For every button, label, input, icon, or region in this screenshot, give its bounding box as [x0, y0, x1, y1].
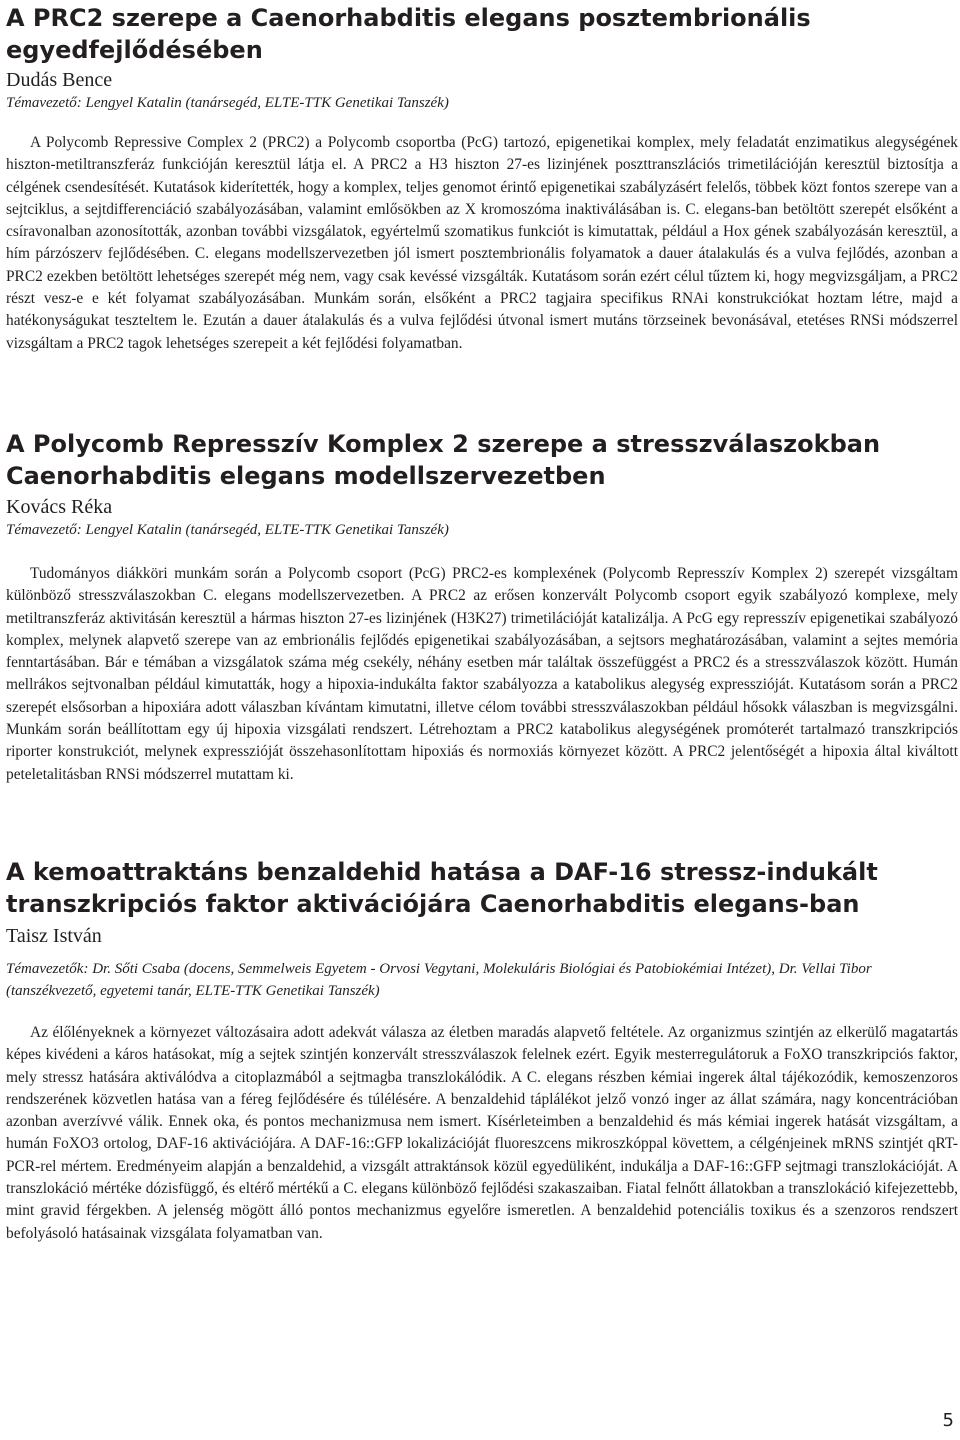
article-2 [6, 428, 958, 786]
page-number: 5 [942, 1410, 954, 1431]
article-supervisor: Témavezető: Lengyel Katalin (tanársegéd, ELTE-TTK Genetikai Tanszék) [6, 522, 449, 538]
article-title: A kemoattraktáns benzaldehid hatása a DAF-16 stressz-indukált transzkripciós faktor aktivációjára Caenorhabditis elegans-ban [6, 858, 878, 918]
article-author: Kovács Réka [6, 496, 113, 518]
article-abstract: Az élőlényeknek a környezet változásaira adott adekvát válasza az életben maradás alapvető feltétele. Az organizmus szintjén az elkerülő magatartás képes kivédeni a káros hatásokat, míg a sejtek szintjén konzervált stresszválaszok felelnek ezért. Egyik mesterregulátoruk a FoXO transzkripciós faktor, mely stressz hatására aktiválódva a citoplazmából a sejtmagba transzlokálódik. A C. elegans részben kémiai ingerek által tájékozódik, kemoszenzoros rendszerének közvetlen hatása van a féreg fejlődésére és túlélésére. A benzaldehid táplálékot jelző vonzó inger az állat számára, nagy koncentrációban azonban averzívvé válik. Ennek oka, és pontos mechanizmusa nem ismert. Kísérleteimben a benzaldehid és más kémiai ingerek hatását vizsgáltam, a humán FoXO3 ortolog, DAF-16 aktivációjára. A DAF-16::GFP lokalizációját fluoreszcens mikroszkóppal követtem, a célgénjeinek mRNS szintjét qRT-PCR-rel mértem. Eredményeim alapján a benzaldehid, a vizsgált attraktánsok közül egyedüliként, indukálja a DAF-16::GFP sejtmagi transzlokációját. A transzlokáció mértéke dózisfüggő, és eltérő mértékű a C. elegans különböző fejlődési szakaszaiban. Fiatal felnőtt állatokban a transzlokáció kifejezettebb, mint gravid férgekben. A jelenség mögött álló pontos mechanizmus egyelőre ismeretlen. A benzaldehid potenciális toxikus és a szenzoros rendszert befolyásoló hatásainak vizsgálata folyamatban van. [6, 1024, 958, 1242]
article-title: A Polycomb Represszív Komplex 2 szerepe a stresszválaszokban Caenorhabditis elegans modellszervezetben [6, 430, 881, 490]
article-supervisor: Témavezetők: Dr. Sőti Csaba (docens, Semmelweis Egyetem - Orvosi Vegytani, Molekuláris Biológiai és Patobiokémiai Intézet), Dr. Vellai Tibor (tanszékvezető, egyetemi tanár, ELTE-TTK Genetikai Tanszék) [6, 961, 872, 999]
article-author: Dudás Bence [6, 69, 113, 91]
article-3 [6, 856, 958, 1245]
article-author: Taisz István [6, 925, 102, 947]
article-title: A PRC2 szerepe a Caenorhabditis elegans posztembrionális egyedfejlődésében [6, 4, 811, 64]
article-abstract: A Polycomb Repressive Complex 2 (PRC2) a Polycomb csoportba (PcG) tartozó, epigenetikai komplex, mely feladatát enzimatikus alegységének hiszton-metiltranszferáz funkcióján keresztül látja el. A PRC2 a H3 hiszton 27-es lizinjének poszttranszlációs trimetilációján keresztül biztosítja a célgének csendesítését. Kutatások kiderítették, hogy a komplex, teljes genomot érintő epigenetikai szabályzásért felelős, többek közt fontos szerepe van a sejtciklus, a sejtdifferenciáció szabályozásában, valamint emlősökben az X kromoszóma inaktiválásában is. C. elegans-ban betöltött szerepét elsőként a csíravonalban azonosították, azonban további vizsgálatok, egyértelmű szomatikus funkciót is kimutattak, például a Hox gének szabályozásán keresztül, a hím párzószerv fejlődésében. C. elegans modellszervezetben jól ismert posztembrionális folyamatok a dauer átalakulás és a vulva fejlődés, azonban a PRC2 ezekben betöltött lehetséges szerepét még nem, vagy csak kevéssé vizsgálták. Kutatásom során ezért célul tűztem ki, hogy megvizsgáljam, a PRC2 részt vesz-e e két folyamat szabályozásában. Munkám során, elsőként a PRC2 tagjaira specifikus RNAi konstrukciókat hoztam létre, majd a hatékonyságukat teszteltem le. Ezután a dauer átalakulás és a vulva fejlődési útvonal ismert mutáns törzseinek bevonásával, etetéses RNSi módszerrel vizsgáltam a PRC2 tagok lehetséges szerepeit a két fejlődési folyamatban. [6, 134, 958, 352]
article-1 [6, 2, 958, 355]
article-supervisor: Témavezető: Lengyel Katalin (tanársegéd, ELTE-TTK Genetikai Tanszék) [6, 95, 449, 111]
article-abstract: Tudományos diákköri munkám során a Polycomb csoport (PcG) PRC2-es komplexének (Polycomb Represszív Komplex 2) szerepét vizsgáltam különböző stresszválaszokban C. elegans modellszervezetben. A PRC2 az erősen konzervált Polycomb csoport egyik szabályozó komplexe, mely metiltranszferáz aktivitásán keresztül a hármas hiszton 27-es lizinjének (H3K27) trimetilációját katalizálja. A PcG egy represszív epigenetikai szabályozó komplex, melynek alapvető szerepe van az embrionális fejlődés epigenetikai szabályozásában, a sejtsors meghatározásában, valamint a sejtes memória fenntartásában. Bár e témában a vizsgálatok száma még csekély, néhány esetben már találtak összefüggést a PRC2 és a stresszválaszok között. Humán mellrákos sejtvonalban például kimutatták, hogy a hipoxia-indukálta faktor szabályozza a katabolikus alegység expresszióját. Kutatásom során a PRC2 szerepét elsősorban a hipoxiára adott válaszban kívántam kimutatni, illetve célom további stresszválaszokban például hősokk válaszban is megvizsgálni. Munkám során beállítottam egy új hipoxia vizsgálati rendszert. Létrehoztam a PRC2 katabolikus alegységének promóterét tartalmazó transzkripciós riporter konstrukciót, melynek expresszióját összehasonlítottam hipoxiás és normoxiás környezet között. A PRC2 jelentőségét a hipoxia által kiváltott peteletalitásban RNSi módszerrel mutattam ki. [6, 565, 958, 783]
